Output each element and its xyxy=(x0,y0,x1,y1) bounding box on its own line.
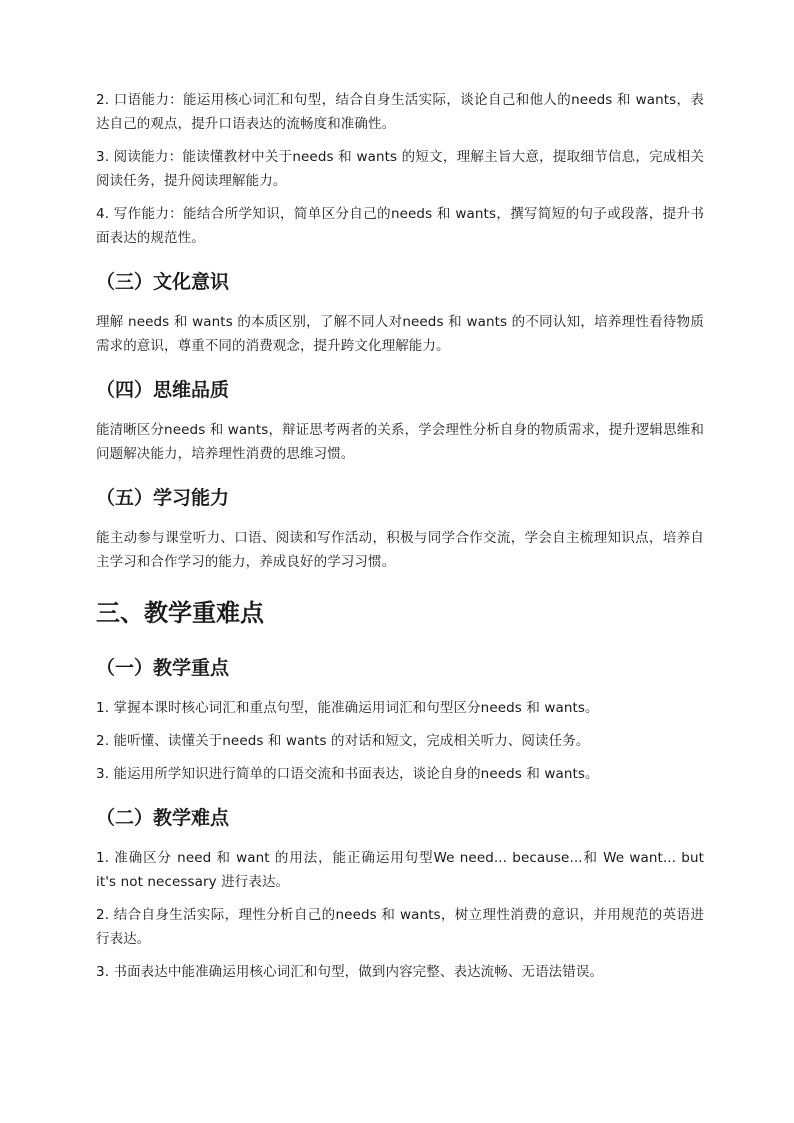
paragraph-culture: 理解 needs 和 wants 的本质区别，了解不同人对needs 和 wants 的不同认知，培养理性看待物质需求的意识，尊重不同的消费观念，提升跨文化理解能力。 xyxy=(96,314,704,354)
heading-difficult-points: （二）教学难点 xyxy=(96,807,230,829)
paragraph-speaking: 2. 口语能力：能运用核心词汇和句型，结合自身生活实际，谈论自己和他人的needs 和 wants，表达自己的观点，提升口语表达的流畅度和准确性。 xyxy=(96,92,704,132)
heading-learning: （五）学习能力 xyxy=(96,487,230,509)
key-point-item: 1. 掌握本课时核心词汇和重点句型，能准确运用词汇和句型区分needs 和 wants。 xyxy=(96,700,599,716)
paragraph-writing: 4. 写作能力：能结合所学知识，简单区分自己的needs 和 wants，撰写简短的句子或段落，提升书面表达的规范性。 xyxy=(96,206,704,246)
document-page xyxy=(96,88,704,993)
heading-thinking: （四）思维品质 xyxy=(96,379,230,401)
paragraph-thinking: 能清晰区分needs 和 wants，辩证思考两者的关系，学会理性分析自身的物质需求，提升逻辑思维和问题解决能力，培养理性消费的思维习惯。 xyxy=(96,422,704,462)
paragraph-reading: 3. 阅读能力：能读懂教材中关于needs 和 wants 的短文，理解主旨大意，提取细节信息，完成相关阅读任务，提升阅读理解能力。 xyxy=(96,149,704,189)
key-point-item: 2. 能听懂、读懂关于needs 和 wants 的对话和短文，完成相关听力、阅读任务。 xyxy=(96,733,590,749)
difficult-point-item: 3. 书面表达中能准确运用核心词汇和句型，做到内容完整、表达流畅、无语法错误。 xyxy=(96,964,604,980)
difficult-point-item: 2. 结合自身生活实际，理性分析自己的needs 和 wants，树立理性消费的意识，并用规范的英语进行表达。 xyxy=(96,907,704,947)
paragraph-learning: 能主动参与课堂听力、口语、阅读和写作活动，积极与同学合作交流，学会自主梳理知识点，培养自主学习和合作学习的能力，养成良好的学习习惯。 xyxy=(96,530,704,570)
key-point-item: 3. 能运用所学知识进行简单的口语交流和书面表达，谈论自身的needs 和 wants。 xyxy=(96,766,599,782)
heading-key-points: （一）教学重点 xyxy=(96,657,230,679)
heading-section-3: 三、教学重难点 xyxy=(96,599,264,627)
difficult-point-item: 1. 准确区分 need 和 want 的用法，能正确运用句型We need... because...和 We want... but it's not necessary 进行表达。 xyxy=(96,850,704,890)
heading-culture: （三）文化意识 xyxy=(96,271,230,293)
